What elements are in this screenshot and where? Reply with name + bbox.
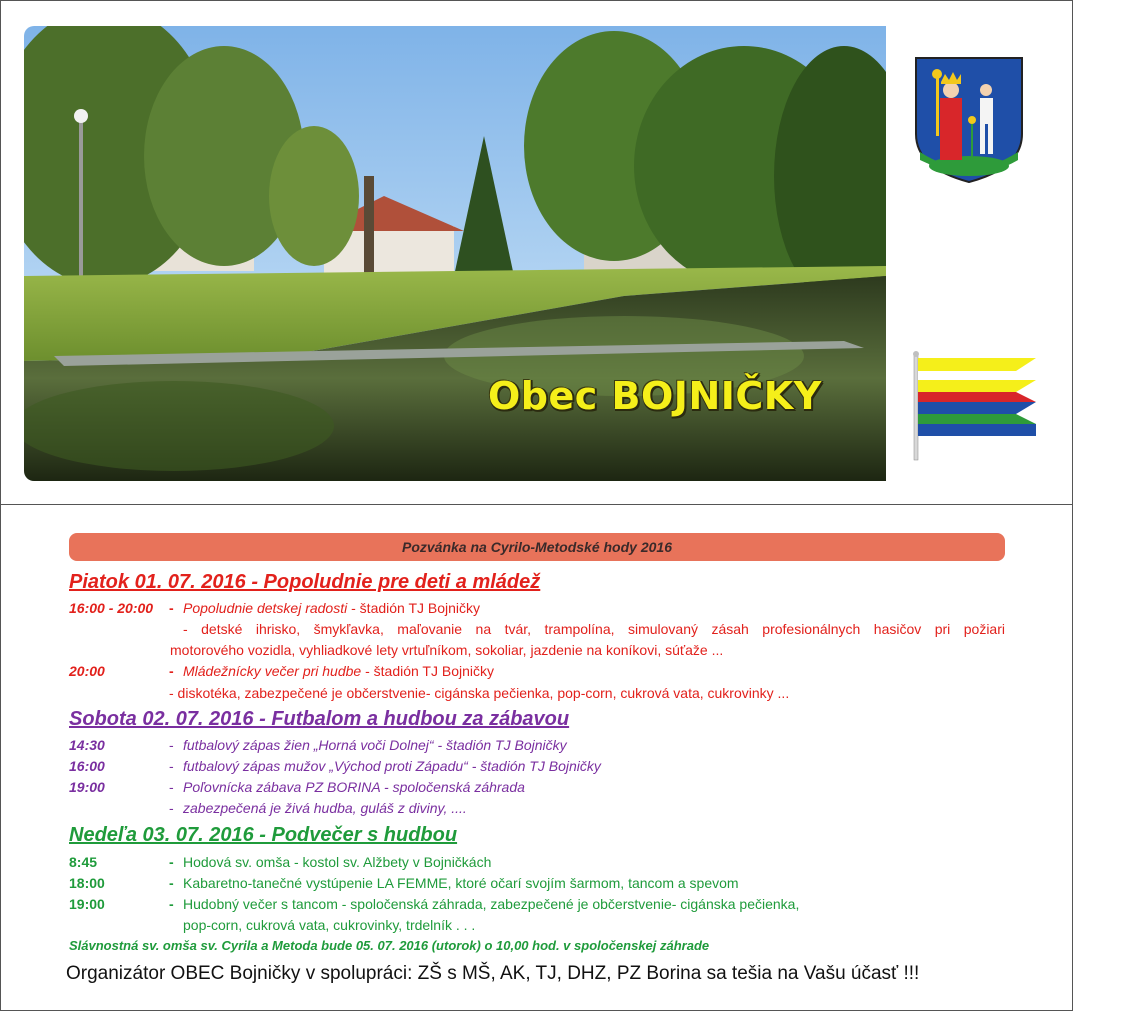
saturday-row-4-text: zabezpečená je živá hudba, guláš z diviny, .... [183,800,467,816]
sunday-row-1-dash: - [169,854,174,870]
friday-heading: Piatok 01. 07. 2016 - Popoludnie pre deti a mládež [69,571,541,593]
sunday-row-2-dash: - [169,875,174,891]
sunday-row-3-text: Hudobný večer s tancom - spoločenská záhrada, zabezpečené je občerstvenie- cigánska pečienka, [183,896,800,912]
saturday-row-3-time: 19:00 [69,779,105,795]
saturday-row-1-dash: - [169,737,174,753]
village-flag-icon [912,350,1042,467]
friday-row-1-dash: - [169,600,174,616]
sunday-row-2-time: 18:00 [69,875,105,891]
invitation-banner: Pozvánka na Cyrilo-Metodské hody 2016 [69,533,1005,561]
saturday-row-2-dash: - [169,758,174,774]
friday-row-3-dash: - [169,663,174,679]
friday-row-2-line-2: motorového vozidla, vyhliadkové lety vrtuľníkom, sokoliar, jazdenie na koníkovi, súťaže ... [170,642,724,658]
friday-row-1-text [183,600,480,616]
friday-row-1-time: 16:00 - 20:00 [69,600,154,616]
friday-row-1-place: - štadión TJ Bojničky [347,600,481,616]
friday-row-3-event: Mládežnícky večer pri hudbe [183,663,362,679]
saturday-heading: Sobota 02. 07. 2016 - Futbalom a hudbou za zábavou [69,708,570,730]
saturday-row-2-text: futbalový zápas mužov „Východ proti Západu“ - štadión TJ Bojničky [183,758,601,774]
friday-row-1-event: Popoludnie detskej radosti [183,600,348,616]
friday-row-3-place: - štadión TJ Bojničky [361,663,494,679]
friday-row-3-text [183,663,494,679]
village-title: Obec BOJNIČKY [488,374,822,418]
sunday-heading: Nedeľa 03. 07. 2016 - Podvečer s hudbou [69,824,458,846]
friday-row-3-time: 20:00 [69,663,105,679]
coat-of-arms-icon [914,56,1024,189]
sunday-mass-text: Slávnostná sv. omša sv. Cyrila a Metoda bude 05. 07. 2016 (utorok) o 10,00 hod. v spoločenskej záhrade [69,938,710,953]
sunday-row-3-time: 19:00 [69,896,105,912]
sunday-row-1-text: Hodová sv. omša - kostol sv. Alžbety v Bojničkách [183,854,492,870]
sunday-row-2-text: Kabaretno-tanečné vystúpenie LA FEMME, ktoré očarí svojím šarmom, tancom a spevom [183,875,739,891]
saturday-row-1-text: futbalový zápas žien „Horná voči Dolnej“ - štadión TJ Bojničky [183,737,567,753]
sunday-row-1-time: 8:45 [69,854,98,870]
saturday-row-2-time: 16:00 [69,758,105,774]
saturday-row-4-dash: - [169,800,174,816]
organizer-footer: Organizátor OBEC Bojničky v spolupráci: ZŠ s MŠ, AK, TJ, DHZ, PZ Borina sa tešia na Vašu účasť !!! [66,963,920,984]
friday-row-2-line-1: - detské ihrisko, šmykľavka, maľovanie na tvár, trampolína, simulovaný zásah profesionálnych hasičov pri požiari [183,621,1005,637]
saturday-row-3-dash: - [169,779,174,795]
sunday-row-3-dash: - [169,896,174,912]
saturday-row-3-text: Poľovnícka zábava PZ BORINA - spoločenská záhrada [183,779,525,795]
sunday-row-3-text-2: pop-corn, cukrová vata, cukrovinky, trdelník . . . [183,917,476,933]
saturday-row-1-time: 14:30 [69,737,105,753]
friday-row-4-text: - diskotéka, zabezpečené je občerstvenie- cigánska pečienka, pop-corn, cukrová vata, cukrovinky ... [169,685,790,701]
